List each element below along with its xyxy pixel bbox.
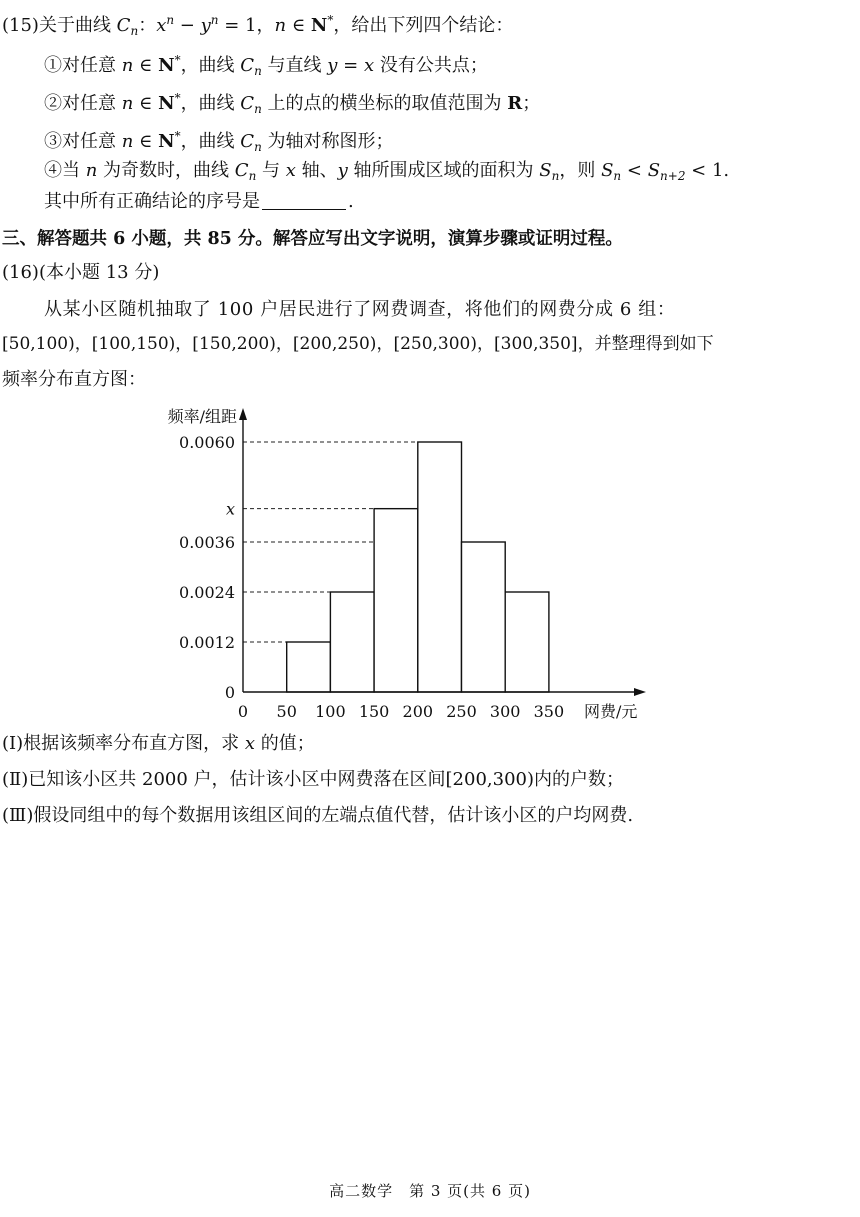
q16-subquestion-2: (Ⅱ)已知该小区共 2000 户，估计该小区中网费落在区间[200,300)内的户数； <box>2 769 625 790</box>
x-tick-label-6: 300 <box>489 702 521 721</box>
x-tick-label-7: 350 <box>533 702 565 721</box>
y-axis-arrow <box>239 408 247 420</box>
x-tick-label-4: 200 <box>402 702 434 721</box>
y-tick-label-4: x <box>225 499 235 519</box>
histogram-bar-1 <box>330 592 374 692</box>
x-tick-label-5: 250 <box>446 702 477 721</box>
y-tick-label-2: 0.0024 <box>179 583 235 602</box>
x-tick-label-3: 150 <box>358 702 390 721</box>
q16-subquestion-3: (Ⅲ)假设同组中的每个数据用该组区间的左端点值代替，估计该小区的户均网费. <box>2 805 634 826</box>
frequency-histogram <box>150 400 670 730</box>
y-axis-title: 频率/组距 <box>167 407 237 426</box>
q16-paragraph-line-2: [50,100)，[100,150)，[150,200)，[200,250)，[250,300)，[300,350]，并整理得到如下 <box>2 334 714 354</box>
q15-conclusion-3: ③对任意 n ∈ N*，曲线 $C_n$ 为轴对称图形； <box>44 129 394 154</box>
q16-paragraph-line-1: 从某小区随机抽取了 100 户居民进行了网费调查，将他们的网费分成 6 组： <box>44 299 676 320</box>
y-tick-label-1: 0.0012 <box>179 633 235 652</box>
x-tick-label-1: 50 <box>276 702 297 721</box>
q16-subquestion-1: (Ⅰ)根据该频率分布直方图，求 x 的值； <box>2 733 315 754</box>
page-footer: 高二数学 第 3 页(共 6 页) <box>329 1182 531 1200</box>
section-3-heading: 三、解答题共 6 小题，共 85 分。解答应写出文字说明，演算步骤或证明过程。 <box>2 229 623 249</box>
x-axis-title: 网费/元 <box>584 702 638 721</box>
y-tick-label-5: 0.0060 <box>179 433 235 452</box>
x-tick-label-2: 100 <box>315 702 346 721</box>
histogram-bar-4 <box>462 542 506 692</box>
x-tick-label-0: 0 <box>237 702 249 721</box>
histogram-bar-5 <box>505 592 549 692</box>
y-tick-label-3: 0.0036 <box>179 533 235 552</box>
x-axis-arrow <box>634 688 646 696</box>
q15-answer-prompt: 其中所有正确结论的序号是 . <box>44 191 354 212</box>
q15-conclusion-1: ①对任意 n ∈ N*，曲线 $C_n$ 与直线 y = x 没有公共点； <box>44 53 488 78</box>
q16-heading: (16)(本小题 13 分) <box>2 262 160 283</box>
histogram-bar-2 <box>374 509 418 692</box>
histogram-bar-0 <box>287 642 331 692</box>
histogram-bar-3 <box>418 442 462 692</box>
q15-stem: (15)关于曲线 $C_n$：$x^n - y^n = 1$，n ∈ N*，给出下列四个结论： <box>2 13 514 38</box>
answer-blank[interactable] <box>262 191 346 210</box>
y-tick-label-0: 0 <box>224 683 235 702</box>
q15-conclusion-2: ②对任意 n ∈ N*，曲线 $C_n$ 上的点的横坐标的取值范围为 R； <box>44 91 541 116</box>
q15-conclusion-4: ④当 n 为奇数时，曲线 $C_n$ 与 x 轴、y 轴所围成区域的面积为 $S_n$，则 $S_n < S_{n+2} < 1$. <box>44 160 730 183</box>
q16-paragraph-line-3: 频率分布直方图： <box>2 369 146 390</box>
